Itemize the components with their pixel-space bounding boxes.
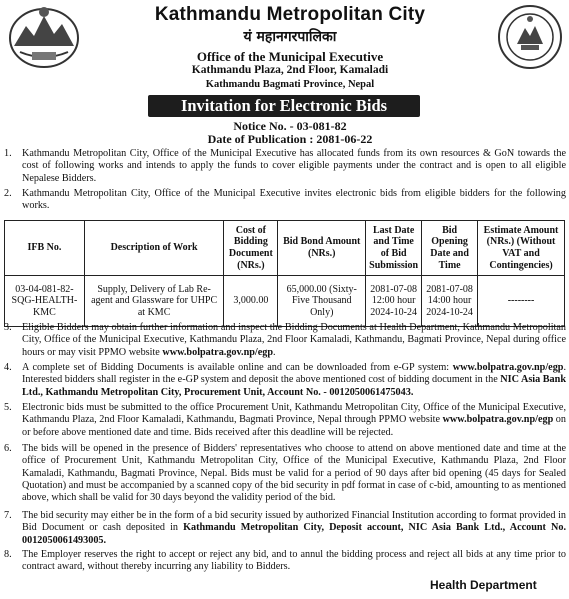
paragraph-text: The bid security may either be in the form of a bid security issued by authorized Financial Institution according to format provided in Bid Document or cash deposited in Kathmandu Metropolitan City, Deposit account, NIC Asia Bank Ltd., Account No. 0012050061493005. [22,510,566,546]
paragraph-4 [4,362,566,399]
cell-bid-bond: 65,000.00 (Sixty-Five Thousand Only) [278,276,366,327]
notice-number: Notice No. - 03-081-82 [233,119,347,133]
cell-estimate: -------- [478,276,565,327]
egp-link[interactable]: www.bolpatra.gov.np/egp [442,414,554,426]
paragraph-7 [4,510,566,547]
address-line: Kathmandu Plaza, 2nd Floor, Kamaladi [191,64,389,76]
paragraph-text: A complete set of Bidding Documents is available online and can be downloaded from e-GP system: www.bolpatra.gov.np/egp. Interested bidders shall register in the e-GP system and deposit the above mentioned cost of bidding document in the NIC Asia Bank Ltd., Kathmandu Metropolitan City, Procurement Unit, Account No. - 0012050061475043. [22,362,566,398]
header-last-date: Last Date and Time of Bid Submission [366,221,422,276]
kmc-emblem-logo [6,2,82,70]
paragraph-text: Electronic bids must be submitted to the office Procurement Unit, Kathmandu Metropolitan City, Office of the Municipal Executive, Kathmandu Plaza, 2nd Floor Kamaladi, Kathmandu, Bagmati Province, Nepal through PPMO website www.bolpatra.gov.np/egp on or before above mentioned date and time. Bids received after this deadline will be rejected. [22,402,566,438]
cell-opening-date: 2081-07-08 14:00 hour 2024-10-24 [422,276,478,327]
paragraph-number: 7. [4,510,12,521]
table-row [5,276,565,327]
header-opening-date: Bid Opening Date and Time [422,221,478,276]
header-bid-bond: Bid Bond Amount (NRs.) [278,221,366,276]
bank-account-info: NIC Asia Bank Ltd., Kathmandu Metropolitan City, Procurement Unit, Account No. - 0012050061475043. [22,374,566,398]
paragraph-1 [4,148,566,185]
paragraph-3 [4,322,566,359]
address-line-2: Kathmandu Bagmati Province, Nepal [205,79,375,90]
office-name: Office of the Municipal Executive [196,49,384,64]
header-ifb-no: IFB No. [5,221,85,276]
paragraph-text: Eligible Bidders may obtain further information and inspect the Bidding Documents at Health Department, Kathmandu Metropolitan City, Office of the Municipal Executive, Kathmandu Plaza, 2nd Floor Kamaladi, Kathmandu, Bagmati Province, Nepal during office hours or may visit PPMO website www.bolpatra.gov.np/egp. [22,322,566,358]
egp-link[interactable]: www.bolpatra.gov.np/egp [162,346,274,358]
paragraph-number: 6. [4,443,12,454]
cell-ifb-no: 03-04-081-82-SQG-HEALTH-KMC [5,276,85,327]
deposit-account-info: Kathmandu Metropolitan City, Deposit account, NIC Asia Bank Ltd., Account No. 0012050061493005. [22,522,566,546]
issuing-department: Health Department [430,578,537,592]
paragraph-5 [4,402,566,439]
kmc-seal-logo [497,4,563,70]
paragraph-number: 2. [4,188,12,199]
paragraph-number: 4. [4,362,12,373]
header-cost: Cost of Bidding Document (NRs.) [224,221,278,276]
header-description: Description of Work [84,221,224,276]
header-estimate: Estimate Amount (NRs.) (Without VAT and Contingencies) [478,221,565,276]
paragraph-6 [4,443,566,504]
paragraph-text: The bids will be opened in the presence of Bidders' representatives who choose to attend on above mentioned date and time at the office of Procurement Unit, Kathmandu Metropolitan City, Office of the Municipal Executive, Kathmandu Plaza, 2nd Floor Kamaladi, Kathmandu, Bagmati Province, Nepal. Bids must be valid for a period of 90 days after bid opening (45 days for Sealed Quotation) and must be accompanied by a scanned copy of the bid security in pdf format in case of c-bid, amounting to as mentioned above, which shall be valid for 30 days beyond the validity period of the bid. [22,443,566,504]
cell-cost: 3,000.00 [224,276,278,327]
paragraph-number: 5. [4,402,12,413]
paragraph-text: Kathmandu Metropolitan City, Office of the Municipal Executive invites electronic bids from eligible bidders for the following works. [22,188,566,212]
organization-title-nepali: यं महानगरपालिका [243,29,337,45]
paragraph-number: 1. [4,148,12,159]
paragraph-text: Kathmandu Metropolitan City, Office of the Municipal Executive has allocated funds from its own resources & GoN towards the cost of following works and intends to apply the funds to cover eligible payments under the contract and is open to all eligible Nepalese Bidders. [22,148,566,184]
paragraph-2 [4,188,566,213]
cell-last-date: 2081-07-08 12:00 hour 2024-10-24 [366,276,422,327]
paragraph-number: 3. [4,322,12,333]
egp-link[interactable]: www.bolpatra.gov.np/egp [452,362,564,373]
organization-title: Kathmandu Metropolitan City [154,4,426,25]
bids-table [4,220,565,327]
cell-description: Supply, Delivery of Lab Re-agent and Glassware for UHPC at KMC [84,276,224,327]
notice-banner: Invitation for Electronic Bids [148,95,420,117]
paragraph-8 [4,549,566,574]
paragraph-number: 8. [4,549,12,560]
table-header-row [5,221,565,276]
paragraph-text: The Employer reserves the right to accept or reject any bid, and to annul the bidding process and reject all bids at any time prior to contract award, without thereby incurring any liability to Bidders. [22,549,566,573]
publication-date: Date of Publication : 2081-06-22 [207,132,373,146]
